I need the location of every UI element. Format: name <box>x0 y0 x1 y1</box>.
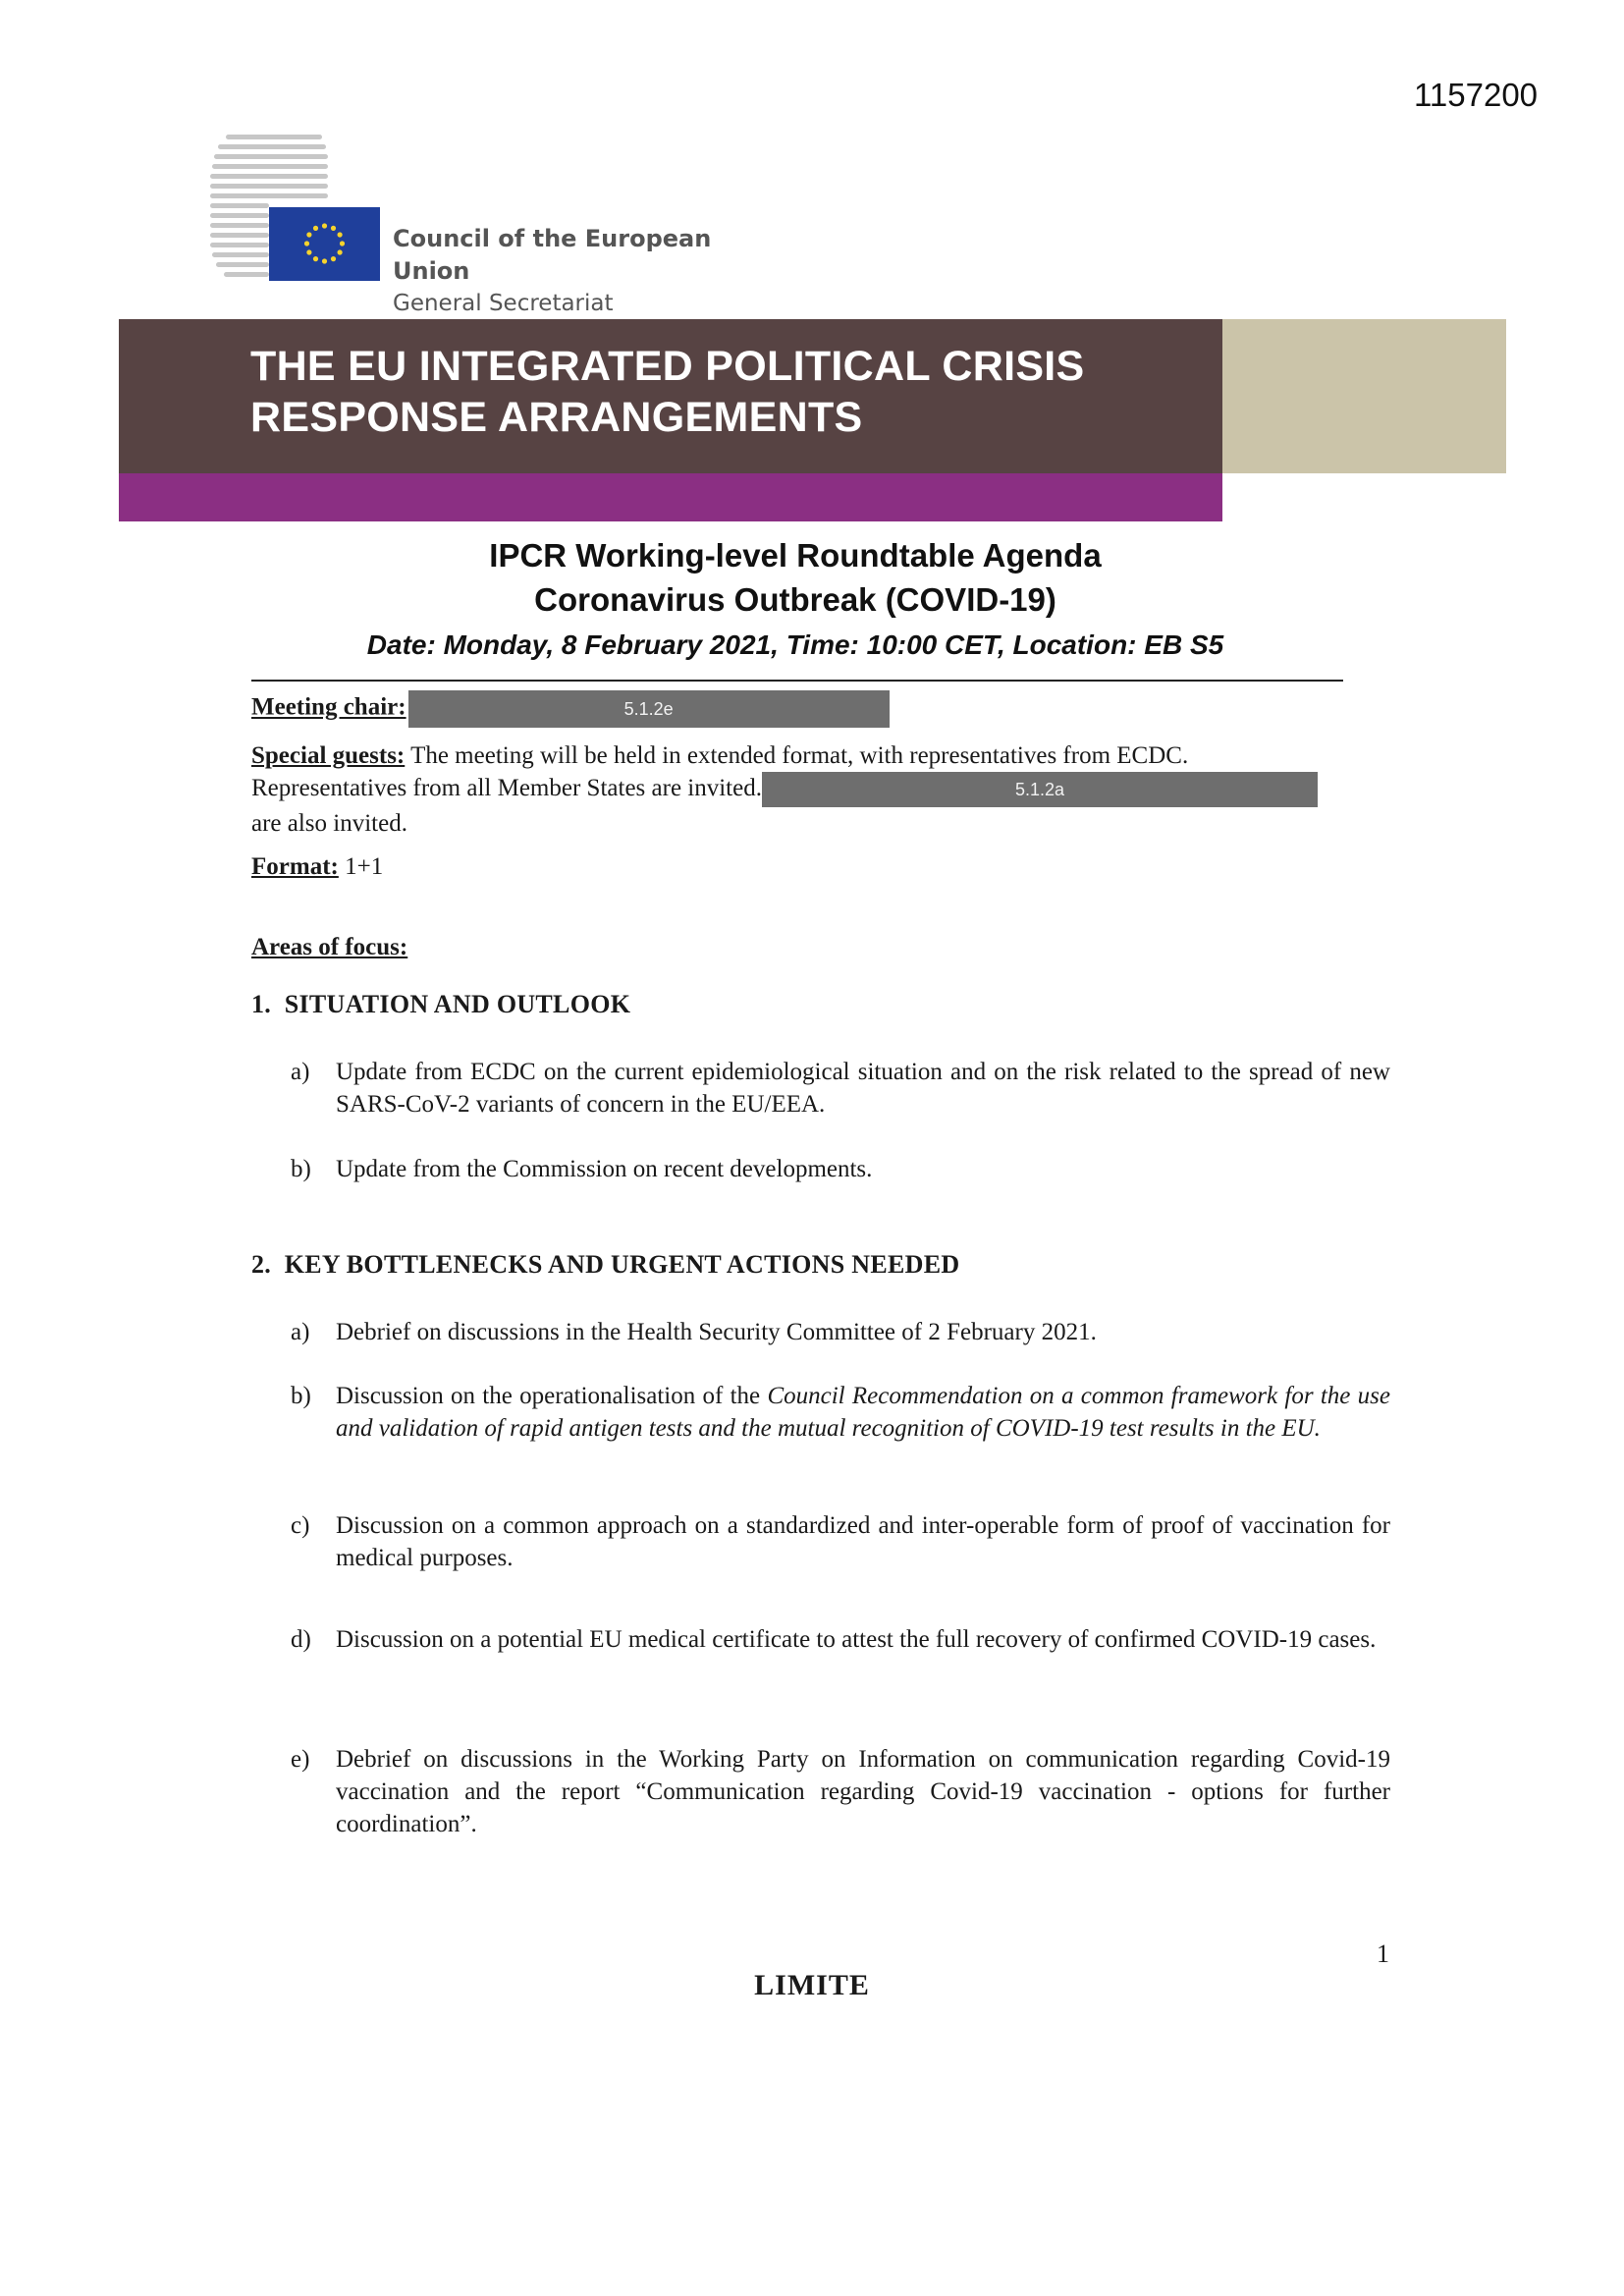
agenda-header <box>255 533 1335 661</box>
areas-of-focus-text: Areas of focus: <box>251 934 408 960</box>
banner-title <box>250 341 1193 443</box>
section-2-title-text: KEY BOTTLENECKS AND URGENT ACTIONS NEEDED <box>284 1250 960 1279</box>
section-2-title <box>251 1250 959 1280</box>
list-item <box>291 1056 1390 1121</box>
page-number: 1 <box>1377 1940 1389 1968</box>
item-marker: d) <box>291 1626 311 1653</box>
item-marker: b) <box>291 1156 311 1182</box>
list-item <box>291 1153 1390 1185</box>
banner-purple-strip <box>119 473 1222 521</box>
item-text: Debrief on discussions in the Working Party on Information on communication regarding Covid-19 vaccination and the report “Communication regarding Covid-19 vaccination - options for further coordination”. <box>336 1746 1390 1837</box>
list-item <box>291 1509 1390 1574</box>
list-item <box>291 1380 1390 1445</box>
section-1-title <box>251 990 630 1019</box>
document-id: 1157200 <box>1414 77 1539 113</box>
item-text <box>336 1380 1390 1445</box>
section-1-number: 1. <box>251 990 272 1018</box>
item-marker: a) <box>291 1319 310 1345</box>
format-label: Format: <box>251 853 339 880</box>
banner-title-line-1: THE EU INTEGRATED POLITICAL CRISIS <box>250 343 1085 390</box>
agenda-subheading: Coronavirus Outbreak (COVID-19) <box>534 581 1056 618</box>
list-item <box>291 1316 1390 1348</box>
item-text-italic: Council Recommendation on a common framework for the use and validation of rapid antigen tests and the mutual recognition of COVID-19 test results in the EU. <box>336 1383 1390 1442</box>
item-text: Discussion on a potential EU medical certificate to attest the full recovery of confirmed COVID-19 cases. <box>336 1626 1377 1653</box>
format-row <box>251 850 383 883</box>
logo-text <box>393 223 760 320</box>
item-text-prefix: Discussion on the operationalisation of the <box>336 1383 768 1409</box>
special-guests-redaction: 5.1.2a <box>762 772 1318 807</box>
item-text: Debrief on discussions in the Health Security Committee of 2 February 2021. <box>336 1319 1097 1345</box>
logo-line-1: Council of the European Union <box>393 225 712 285</box>
agenda-dateline: Date: Monday, 8 February 2021, Time: 10:00 CET, Location: EB S5 <box>366 629 1224 660</box>
special-guests-text-3: are also invited. <box>251 810 407 838</box>
special-guests-block <box>251 739 1400 840</box>
section-1-title-text: SITUATION AND OUTLOOK <box>284 990 631 1018</box>
special-guests-text-2: Representatives from all Member States are invited. <box>251 775 762 801</box>
item-text: Update from the Commission on recent developments. <box>336 1156 873 1182</box>
item-marker: b) <box>291 1383 311 1409</box>
special-guests-text-1: The meeting will be held in extended format, with representatives from ECDC. <box>410 742 1189 769</box>
banner-tan-block <box>1222 319 1506 473</box>
item-marker: e) <box>291 1746 310 1773</box>
section-2-number: 2. <box>251 1250 272 1279</box>
areas-of-focus-label <box>251 931 407 963</box>
special-guests-label: Special guests: <box>251 742 406 769</box>
item-text: Update from ECDC on the current epidemiological situation and on the risk related to the spread of new SARS-CoV-2 variants of concern in the EU/EEA. <box>336 1059 1390 1118</box>
item-marker: c) <box>291 1512 310 1539</box>
logo-line-2: General Secretariat <box>393 291 614 316</box>
eu-flag-icon <box>269 207 380 281</box>
format-value: 1+1 <box>345 853 384 880</box>
agenda-heading: IPCR Working-level Roundtable Agenda <box>489 537 1102 574</box>
title-banner <box>119 319 1506 521</box>
meeting-chair-redaction: 5.1.2e <box>408 690 890 728</box>
meeting-chair-label: Meeting chair: <box>251 693 406 721</box>
list-item <box>291 1623 1390 1656</box>
item-text: Discussion on a common approach on a standardized and inter-operable form of proof of vaccination for medical purposes. <box>336 1512 1390 1571</box>
item-marker: a) <box>291 1059 310 1085</box>
classification-marking: LIMITE <box>754 1969 870 2001</box>
banner-title-line-2: RESPONSE ARRANGEMENTS <box>250 394 863 441</box>
council-logo <box>210 133 760 316</box>
header-divider <box>251 680 1343 682</box>
meeting-chair-row <box>251 690 890 728</box>
list-item <box>291 1743 1390 1840</box>
